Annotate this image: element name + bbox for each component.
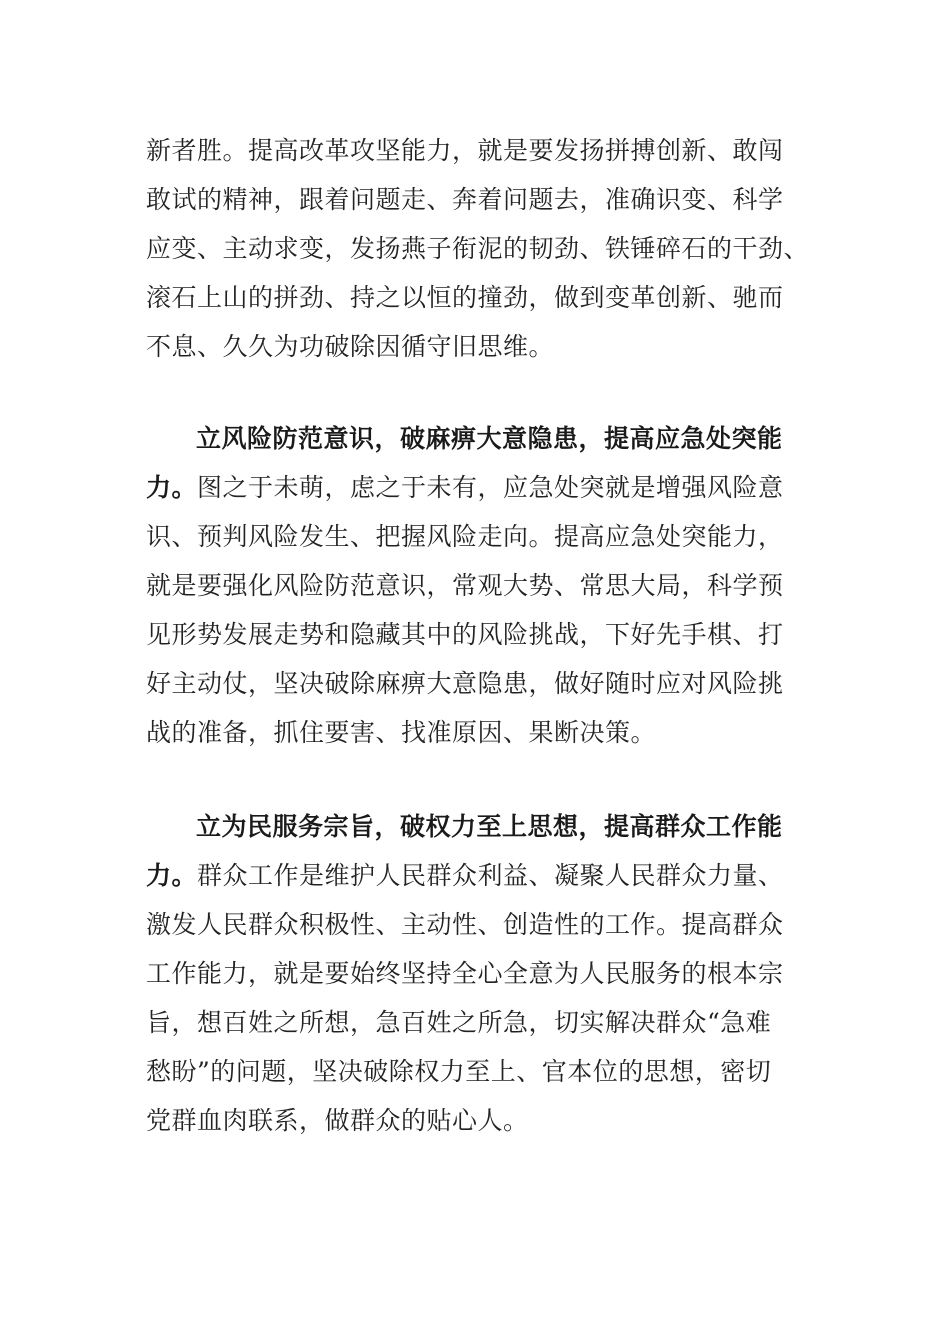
text-line: 旨，想百姓之所想，急百姓之所急，切实解决群众“急难: [146, 1008, 772, 1037]
text-span: 群众工作是维护人民群众利益、凝聚人民群众力量、: [197, 861, 784, 890]
text-line: 激发人民群众积极性、主动性、创造性的工作。提高群众: [146, 910, 784, 939]
text-line: 工作能力，就是要始终坚持全心全意为人民服务的根本宗: [146, 959, 784, 988]
text-line: 识、预判风险发生、把握风险走向。提高应急处突能力，: [146, 522, 784, 551]
text-line: 就是要强化风险防范意识，常观大势、常思大局，科学预: [146, 571, 784, 600]
text-line: [146, 859, 784, 893]
text-line: 敢试的精神，跟着问题走、奔着问题去，准确识变、科学: [146, 185, 784, 214]
section-heading: 立风险防范意识，破麻痹大意隐患，提高应急处突能: [196, 424, 783, 453]
text-line: 应变、主动求变，发扬燕子衔泥的韧劲、铁锤碎石的干劲、: [146, 234, 810, 263]
section-heading-end: 力。: [146, 473, 198, 502]
section-heading-end: 力。: [146, 861, 198, 890]
heading-line: [196, 810, 783, 844]
heading-line: [196, 422, 783, 456]
text-line: 愁盼”的问题，坚决破除权力至上、官本位的思想，密切: [146, 1057, 772, 1086]
text-line: 滚石上山的拼劲、持之以恒的撞劲，做到变革创新、驰而: [146, 283, 784, 312]
section-heading: 立为民服务宗旨，破权力至上思想，提高群众工作能: [196, 812, 783, 841]
text-line: 见形势发展走势和隐藏其中的风险挑战，下好先手棋、打: [146, 620, 784, 649]
text-line: 新者胜。提高改革攻坚能力，就是要发扬拼搏创新、敢闯: [146, 136, 784, 165]
text-line: [146, 471, 784, 505]
text-line: 不息、久久为功破除因循守旧思维。: [146, 332, 555, 361]
text-line: 党群血肉联系，做群众的贴心人。: [146, 1106, 529, 1135]
text-line: 好主动仗，坚决破除麻痹大意隐患，做好随时应对风险挑: [146, 669, 784, 698]
text-line: 战的准备，抓住要害、找准原因、果断决策。: [146, 718, 657, 747]
text-span: 图之于未萌，虑之于未有，应急处突就是增强风险意: [197, 473, 784, 502]
